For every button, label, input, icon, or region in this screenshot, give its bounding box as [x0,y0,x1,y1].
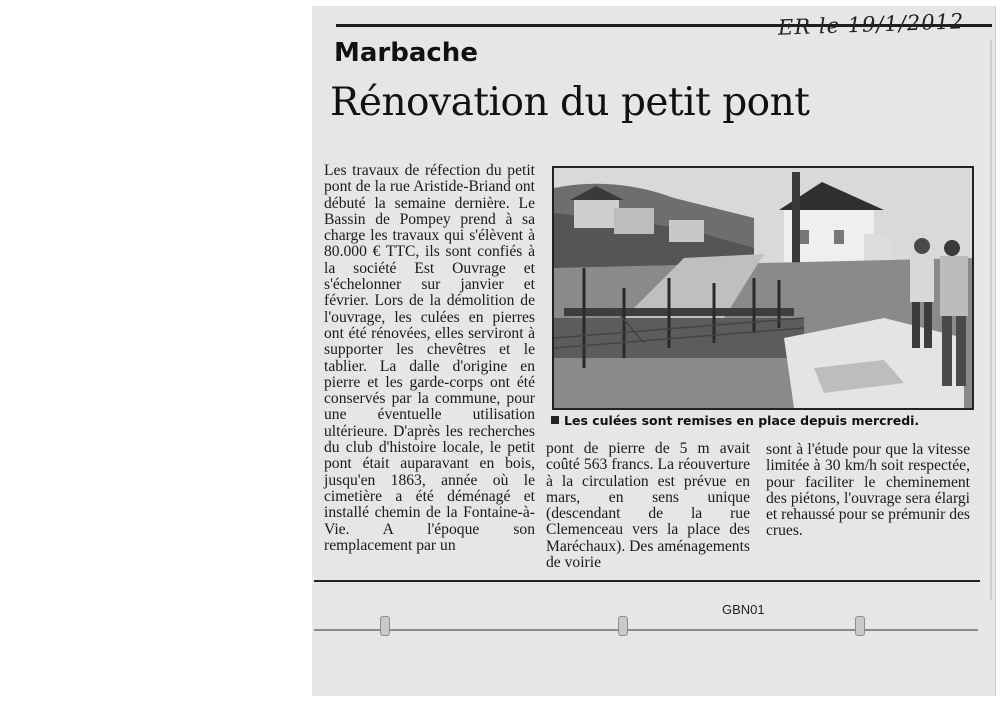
article-kicker: Marbache [334,38,478,68]
staple-mark [618,616,628,636]
construction-site-photo [554,168,972,408]
clipping-edge-shadow [990,40,992,600]
staple-mark [380,616,390,636]
caption-bullet-icon [551,416,559,424]
bottom-rule [314,580,980,582]
staple-mark [855,616,865,636]
article-photo [552,166,974,410]
page-code: GBN01 [722,602,765,617]
photo-caption [551,413,975,428]
photo-caption-text: Les culées sont remises en place depuis mercredi. [564,413,920,428]
article-headline: Rénovation du petit pont [330,80,810,125]
article-column-2: pont de pierre de 5 m avait coûté 563 francs. La réouverture à la circulation est prévue en mars, en sens unique (descendant de la rue Clemenceau vers la place des Maréchaux). Des aménagements de voirie [546,440,750,572]
article-column-1: Les travaux de réfection du petit pont de la rue Aristide-Briand ont débuté la semaine dernière. Le Bassin de Pompey prend à sa charge les travaux qui s'élèvent à 80.000 € TTC, ils sont confiés à la société Est Ouvrage et s'échelonner sur janvier et février. Lors de la démolition de l'ouvrage, les culées en pierres ont été rénovées, elles serviront à supporter les chevêtres et le tablier. La dalle d'origine en pierre et les garde-corps ont été conservés par la commune, pour une éventuelle utilisation ultérieure. D'après les recherches du club d'histoire locale, le petit pont était auparavant en bois, jusqu'en 1863, année où le cimetière a été déménagé et installé chemin de la Fontaine-à-Vie. A l'époque son remplacement par un [324,162,535,554]
scan-fold-line [314,629,978,631]
article-column-3: sont à l'étude pour que la vitesse limitée à 30 km/h soit respectée, pour faciliter le cheminement des piétons, l'ouvrage sera élargi et rehaussé pour se prémunir des crues. [766,441,970,540]
handwritten-date: ER le 19/1/2012 [777,9,965,40]
